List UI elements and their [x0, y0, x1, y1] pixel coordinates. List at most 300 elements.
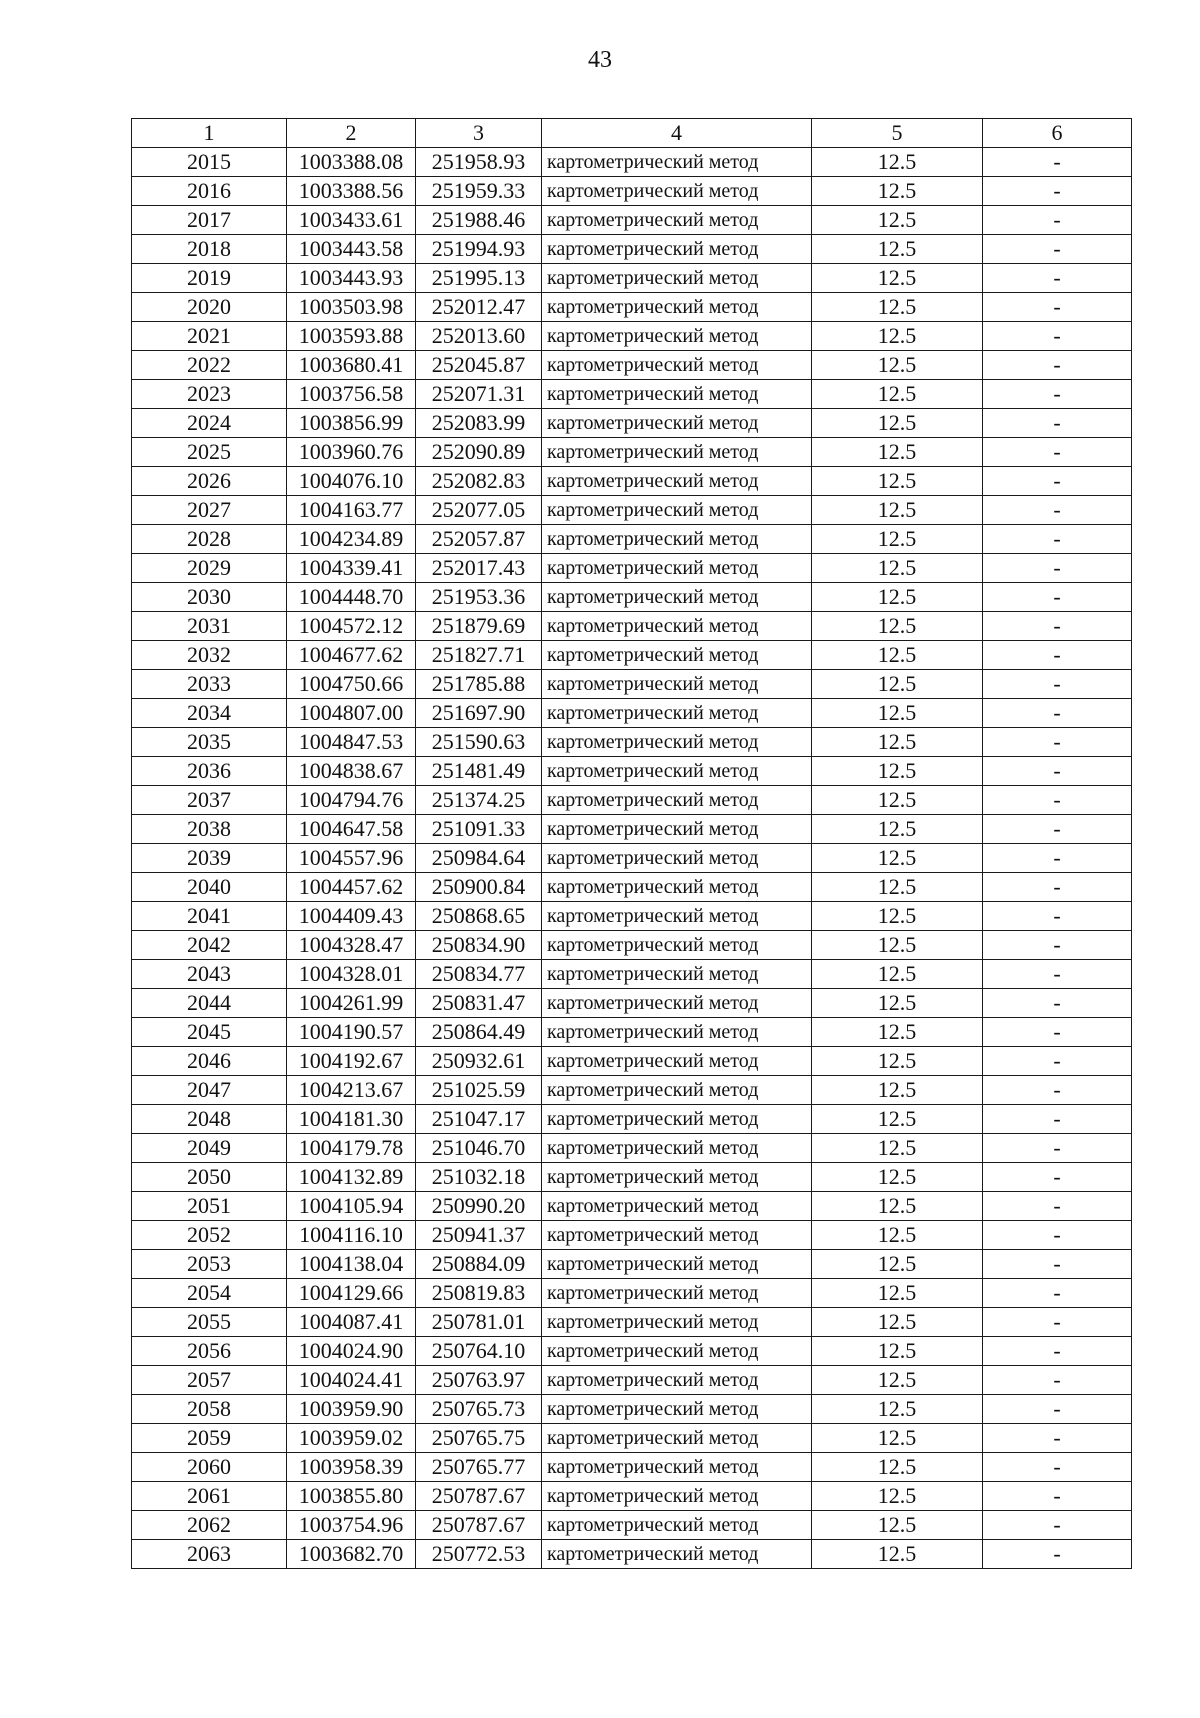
accuracy-cell: 12.5	[812, 1221, 983, 1250]
coordinates-table	[131, 118, 1132, 1569]
accuracy-cell: 12.5	[812, 670, 983, 699]
note-cell: -	[983, 1250, 1132, 1279]
note-cell: -	[983, 496, 1132, 525]
table-row	[132, 873, 1132, 902]
y-coordinate-cell: 250941.37	[416, 1221, 542, 1250]
point-number-cell: 2031	[132, 612, 287, 641]
method-cell: картометрический метод	[542, 583, 812, 612]
accuracy-cell: 12.5	[812, 931, 983, 960]
note-cell: -	[983, 699, 1132, 728]
y-coordinate-cell: 251959.33	[416, 177, 542, 206]
note-cell: -	[983, 293, 1132, 322]
method-cell: картометрический метод	[542, 1221, 812, 1250]
point-number-cell: 2018	[132, 235, 287, 264]
point-number-cell: 2022	[132, 351, 287, 380]
column-header: 4	[542, 119, 812, 148]
x-coordinate-cell: 1004750.66	[287, 670, 416, 699]
accuracy-cell: 12.5	[812, 815, 983, 844]
note-cell: -	[983, 1453, 1132, 1482]
table-row	[132, 699, 1132, 728]
accuracy-cell: 12.5	[812, 264, 983, 293]
table-row	[132, 786, 1132, 815]
note-cell: -	[983, 1221, 1132, 1250]
method-cell: картометрический метод	[542, 1337, 812, 1366]
method-cell: картометрический метод	[542, 148, 812, 177]
method-cell: картометрический метод	[542, 844, 812, 873]
note-cell: -	[983, 844, 1132, 873]
table-row	[132, 1308, 1132, 1337]
point-number-cell: 2049	[132, 1134, 287, 1163]
column-header: 5	[812, 119, 983, 148]
method-cell: картометрический метод	[542, 873, 812, 902]
accuracy-cell: 12.5	[812, 1250, 983, 1279]
note-cell: -	[983, 467, 1132, 496]
y-coordinate-cell: 251879.69	[416, 612, 542, 641]
point-number-cell: 2032	[132, 641, 287, 670]
accuracy-cell: 12.5	[812, 641, 983, 670]
method-cell: картометрический метод	[542, 1279, 812, 1308]
table-row	[132, 467, 1132, 496]
point-number-cell: 2033	[132, 670, 287, 699]
x-coordinate-cell: 1004572.12	[287, 612, 416, 641]
point-number-cell: 2016	[132, 177, 287, 206]
y-coordinate-cell: 251481.49	[416, 757, 542, 786]
method-cell: картометрический метод	[542, 931, 812, 960]
table-row	[132, 989, 1132, 1018]
method-cell: картометрический метод	[542, 1395, 812, 1424]
method-cell: картометрический метод	[542, 989, 812, 1018]
point-number-cell: 2025	[132, 438, 287, 467]
table-row	[132, 235, 1132, 264]
point-number-cell: 2062	[132, 1511, 287, 1540]
point-number-cell: 2041	[132, 902, 287, 931]
accuracy-cell: 12.5	[812, 525, 983, 554]
note-cell: -	[983, 728, 1132, 757]
table-row	[132, 1395, 1132, 1424]
x-coordinate-cell: 1003443.93	[287, 264, 416, 293]
point-number-cell: 2059	[132, 1424, 287, 1453]
table-row	[132, 293, 1132, 322]
point-number-cell: 2023	[132, 380, 287, 409]
table-row	[132, 438, 1132, 467]
point-number-cell: 2030	[132, 583, 287, 612]
note-cell: -	[983, 1308, 1132, 1337]
note-cell: -	[983, 873, 1132, 902]
table-row	[132, 1018, 1132, 1047]
note-cell: -	[983, 931, 1132, 960]
method-cell: картометрический метод	[542, 380, 812, 409]
y-coordinate-cell: 252082.83	[416, 467, 542, 496]
table-row	[132, 177, 1132, 206]
y-coordinate-cell: 251047.17	[416, 1105, 542, 1134]
y-coordinate-cell: 250834.77	[416, 960, 542, 989]
accuracy-cell: 12.5	[812, 844, 983, 873]
x-coordinate-cell: 1004677.62	[287, 641, 416, 670]
note-cell: -	[983, 1540, 1132, 1569]
accuracy-cell: 12.5	[812, 235, 983, 264]
table-row	[132, 1511, 1132, 1540]
table-row	[132, 1076, 1132, 1105]
note-cell: -	[983, 757, 1132, 786]
method-cell: картометрический метод	[542, 1511, 812, 1540]
note-cell: -	[983, 583, 1132, 612]
table-body	[132, 148, 1132, 1569]
y-coordinate-cell: 250831.47	[416, 989, 542, 1018]
method-cell: картометрический метод	[542, 264, 812, 293]
point-number-cell: 2058	[132, 1395, 287, 1424]
table-row	[132, 148, 1132, 177]
point-number-cell: 2038	[132, 815, 287, 844]
y-coordinate-cell: 252057.87	[416, 525, 542, 554]
y-coordinate-cell: 250900.84	[416, 873, 542, 902]
x-coordinate-cell: 1004163.77	[287, 496, 416, 525]
note-cell: -	[983, 148, 1132, 177]
method-cell: картометрический метод	[542, 1076, 812, 1105]
method-cell: картометрический метод	[542, 1366, 812, 1395]
y-coordinate-cell: 252077.05	[416, 496, 542, 525]
method-cell: картометрический метод	[542, 206, 812, 235]
accuracy-cell: 12.5	[812, 322, 983, 351]
method-cell: картометрический метод	[542, 1192, 812, 1221]
point-number-cell: 2057	[132, 1366, 287, 1395]
y-coordinate-cell: 251590.63	[416, 728, 542, 757]
table-row	[132, 757, 1132, 786]
x-coordinate-cell: 1004339.41	[287, 554, 416, 583]
point-number-cell: 2040	[132, 873, 287, 902]
method-cell: картометрический метод	[542, 728, 812, 757]
x-coordinate-cell: 1004794.76	[287, 786, 416, 815]
method-cell: картометрический метод	[542, 699, 812, 728]
point-number-cell: 2050	[132, 1163, 287, 1192]
x-coordinate-cell: 1004328.47	[287, 931, 416, 960]
y-coordinate-cell: 251025.59	[416, 1076, 542, 1105]
note-cell: -	[983, 1076, 1132, 1105]
point-number-cell: 2039	[132, 844, 287, 873]
note-cell: -	[983, 525, 1132, 554]
method-cell: картометрический метод	[542, 786, 812, 815]
table-row	[132, 641, 1132, 670]
y-coordinate-cell: 252012.47	[416, 293, 542, 322]
page-number: 43	[588, 47, 612, 73]
note-cell: -	[983, 1482, 1132, 1511]
table-row	[132, 1453, 1132, 1482]
point-number-cell: 2042	[132, 931, 287, 960]
point-number-cell: 2034	[132, 699, 287, 728]
accuracy-cell: 12.5	[812, 1337, 983, 1366]
method-cell: картометрический метод	[542, 1047, 812, 1076]
note-cell: -	[983, 1337, 1132, 1366]
method-cell: картометрический метод	[542, 177, 812, 206]
point-number-cell: 2043	[132, 960, 287, 989]
accuracy-cell: 12.5	[812, 960, 983, 989]
note-cell: -	[983, 1279, 1132, 1308]
table-row	[132, 1540, 1132, 1569]
y-coordinate-cell: 250763.97	[416, 1366, 542, 1395]
y-coordinate-cell: 250990.20	[416, 1192, 542, 1221]
y-coordinate-cell: 251091.33	[416, 815, 542, 844]
accuracy-cell: 12.5	[812, 1366, 983, 1395]
note-cell: -	[983, 177, 1132, 206]
y-coordinate-cell: 251785.88	[416, 670, 542, 699]
accuracy-cell: 12.5	[812, 1511, 983, 1540]
y-coordinate-cell: 250932.61	[416, 1047, 542, 1076]
accuracy-cell: 12.5	[812, 438, 983, 467]
table-row	[132, 1192, 1132, 1221]
note-cell: -	[983, 322, 1132, 351]
y-coordinate-cell: 250765.75	[416, 1424, 542, 1453]
point-number-cell: 2037	[132, 786, 287, 815]
note-cell: -	[983, 1424, 1132, 1453]
accuracy-cell: 12.5	[812, 148, 983, 177]
y-coordinate-cell: 251374.25	[416, 786, 542, 815]
table-row	[132, 1279, 1132, 1308]
table-row	[132, 670, 1132, 699]
y-coordinate-cell: 250868.65	[416, 902, 542, 931]
point-number-cell: 2063	[132, 1540, 287, 1569]
x-coordinate-cell: 1004457.62	[287, 873, 416, 902]
accuracy-cell: 12.5	[812, 1482, 983, 1511]
method-cell: картометрический метод	[542, 322, 812, 351]
method-cell: картометрический метод	[542, 1163, 812, 1192]
x-coordinate-cell: 1004847.53	[287, 728, 416, 757]
method-cell: картометрический метод	[542, 815, 812, 844]
x-coordinate-cell: 1004213.67	[287, 1076, 416, 1105]
point-number-cell: 2024	[132, 409, 287, 438]
note-cell: -	[983, 235, 1132, 264]
accuracy-cell: 12.5	[812, 293, 983, 322]
method-cell: картометрический метод	[542, 235, 812, 264]
x-coordinate-cell: 1004179.78	[287, 1134, 416, 1163]
point-number-cell: 2017	[132, 206, 287, 235]
accuracy-cell: 12.5	[812, 1192, 983, 1221]
method-cell: картометрический метод	[542, 496, 812, 525]
accuracy-cell: 12.5	[812, 1163, 983, 1192]
x-coordinate-cell: 1003443.58	[287, 235, 416, 264]
point-number-cell: 2026	[132, 467, 287, 496]
y-coordinate-cell: 250765.73	[416, 1395, 542, 1424]
note-cell: -	[983, 641, 1132, 670]
note-cell: -	[983, 786, 1132, 815]
x-coordinate-cell: 1004129.66	[287, 1279, 416, 1308]
x-coordinate-cell: 1003433.61	[287, 206, 416, 235]
x-coordinate-cell: 1003856.99	[287, 409, 416, 438]
accuracy-cell: 12.5	[812, 380, 983, 409]
y-coordinate-cell: 252083.99	[416, 409, 542, 438]
y-coordinate-cell: 251953.36	[416, 583, 542, 612]
x-coordinate-cell: 1004448.70	[287, 583, 416, 612]
x-coordinate-cell: 1004807.00	[287, 699, 416, 728]
method-cell: картометрический метод	[542, 960, 812, 989]
method-cell: картометрический метод	[542, 1018, 812, 1047]
x-coordinate-cell: 1004190.57	[287, 1018, 416, 1047]
method-cell: картометрический метод	[542, 1105, 812, 1134]
point-number-cell: 2051	[132, 1192, 287, 1221]
point-number-cell: 2045	[132, 1018, 287, 1047]
table-row	[132, 1482, 1132, 1511]
note-cell: -	[983, 1018, 1132, 1047]
accuracy-cell: 12.5	[812, 757, 983, 786]
accuracy-cell: 12.5	[812, 989, 983, 1018]
accuracy-cell: 12.5	[812, 1279, 983, 1308]
y-coordinate-cell: 250764.10	[416, 1337, 542, 1366]
accuracy-cell: 12.5	[812, 1076, 983, 1105]
note-cell: -	[983, 409, 1132, 438]
accuracy-cell: 12.5	[812, 1308, 983, 1337]
x-coordinate-cell: 1004181.30	[287, 1105, 416, 1134]
method-cell: картометрический метод	[542, 351, 812, 380]
note-cell: -	[983, 1105, 1132, 1134]
note-cell: -	[983, 438, 1132, 467]
x-coordinate-cell: 1004132.89	[287, 1163, 416, 1192]
method-cell: картометрический метод	[542, 641, 812, 670]
x-coordinate-cell: 1004087.41	[287, 1308, 416, 1337]
table-row	[132, 1105, 1132, 1134]
y-coordinate-cell: 252090.89	[416, 438, 542, 467]
accuracy-cell: 12.5	[812, 1540, 983, 1569]
point-number-cell: 2061	[132, 1482, 287, 1511]
note-cell: -	[983, 960, 1132, 989]
x-coordinate-cell: 1003503.98	[287, 293, 416, 322]
note-cell: -	[983, 1047, 1132, 1076]
x-coordinate-cell: 1003959.02	[287, 1424, 416, 1453]
y-coordinate-cell: 250787.67	[416, 1482, 542, 1511]
table-row	[132, 496, 1132, 525]
y-coordinate-cell: 251988.46	[416, 206, 542, 235]
y-coordinate-cell: 251697.90	[416, 699, 542, 728]
y-coordinate-cell: 250884.09	[416, 1250, 542, 1279]
point-number-cell: 2044	[132, 989, 287, 1018]
note-cell: -	[983, 1192, 1132, 1221]
x-coordinate-cell: 1004261.99	[287, 989, 416, 1018]
point-number-cell: 2052	[132, 1221, 287, 1250]
x-coordinate-cell: 1003756.58	[287, 380, 416, 409]
x-coordinate-cell: 1004024.90	[287, 1337, 416, 1366]
method-cell: картометрический метод	[542, 902, 812, 931]
method-cell: картометрический метод	[542, 612, 812, 641]
method-cell: картометрический метод	[542, 467, 812, 496]
x-coordinate-cell: 1004328.01	[287, 960, 416, 989]
x-coordinate-cell: 1004024.41	[287, 1366, 416, 1395]
x-coordinate-cell: 1004138.04	[287, 1250, 416, 1279]
point-number-cell: 2055	[132, 1308, 287, 1337]
accuracy-cell: 12.5	[812, 496, 983, 525]
table-row	[132, 351, 1132, 380]
table-row	[132, 525, 1132, 554]
table-row	[132, 1250, 1132, 1279]
column-header: 1	[132, 119, 287, 148]
table-row	[132, 902, 1132, 931]
accuracy-cell: 12.5	[812, 351, 983, 380]
y-coordinate-cell: 251995.13	[416, 264, 542, 293]
table-row	[132, 931, 1132, 960]
y-coordinate-cell: 250781.01	[416, 1308, 542, 1337]
y-coordinate-cell: 251827.71	[416, 641, 542, 670]
table-row	[132, 815, 1132, 844]
point-number-cell: 2047	[132, 1076, 287, 1105]
point-number-cell: 2046	[132, 1047, 287, 1076]
y-coordinate-cell: 252045.87	[416, 351, 542, 380]
accuracy-cell: 12.5	[812, 728, 983, 757]
y-coordinate-cell: 250819.83	[416, 1279, 542, 1308]
accuracy-cell: 12.5	[812, 467, 983, 496]
method-cell: картометрический метод	[542, 1540, 812, 1569]
point-number-cell: 2021	[132, 322, 287, 351]
table-row	[132, 583, 1132, 612]
note-cell: -	[983, 264, 1132, 293]
accuracy-cell: 12.5	[812, 177, 983, 206]
note-cell: -	[983, 612, 1132, 641]
note-cell: -	[983, 1134, 1132, 1163]
table-row	[132, 409, 1132, 438]
column-header: 3	[416, 119, 542, 148]
accuracy-cell: 12.5	[812, 583, 983, 612]
x-coordinate-cell: 1004838.67	[287, 757, 416, 786]
accuracy-cell: 12.5	[812, 612, 983, 641]
table-row	[132, 728, 1132, 757]
method-cell: картометрический метод	[542, 1482, 812, 1511]
accuracy-cell: 12.5	[812, 1453, 983, 1482]
note-cell: -	[983, 1366, 1132, 1395]
point-number-cell: 2056	[132, 1337, 287, 1366]
point-number-cell: 2015	[132, 148, 287, 177]
point-number-cell: 2035	[132, 728, 287, 757]
x-coordinate-cell: 1004557.96	[287, 844, 416, 873]
method-cell: картометрический метод	[542, 1134, 812, 1163]
x-coordinate-cell: 1003388.08	[287, 148, 416, 177]
y-coordinate-cell: 250772.53	[416, 1540, 542, 1569]
note-cell: -	[983, 1163, 1132, 1192]
y-coordinate-cell: 251032.18	[416, 1163, 542, 1192]
x-coordinate-cell: 1003960.76	[287, 438, 416, 467]
point-number-cell: 2053	[132, 1250, 287, 1279]
method-cell: картометрический метод	[542, 670, 812, 699]
method-cell: картометрический метод	[542, 438, 812, 467]
point-number-cell: 2020	[132, 293, 287, 322]
method-cell: картометрический метод	[542, 1250, 812, 1279]
accuracy-cell: 12.5	[812, 409, 983, 438]
note-cell: -	[983, 1511, 1132, 1540]
table-row	[132, 554, 1132, 583]
accuracy-cell: 12.5	[812, 1047, 983, 1076]
method-cell: картометрический метод	[542, 757, 812, 786]
x-coordinate-cell: 1004647.58	[287, 815, 416, 844]
note-cell: -	[983, 815, 1132, 844]
x-coordinate-cell: 1003855.80	[287, 1482, 416, 1511]
note-cell: -	[983, 1395, 1132, 1424]
table-row	[132, 206, 1132, 235]
note-cell: -	[983, 206, 1132, 235]
accuracy-cell: 12.5	[812, 1018, 983, 1047]
table-row	[132, 1366, 1132, 1395]
accuracy-cell: 12.5	[812, 206, 983, 235]
y-coordinate-cell: 250765.77	[416, 1453, 542, 1482]
accuracy-cell: 12.5	[812, 1134, 983, 1163]
x-coordinate-cell: 1004105.94	[287, 1192, 416, 1221]
column-header: 6	[983, 119, 1132, 148]
note-cell: -	[983, 380, 1132, 409]
method-cell: картометрический метод	[542, 293, 812, 322]
y-coordinate-cell: 250984.64	[416, 844, 542, 873]
table-row	[132, 844, 1132, 873]
accuracy-cell: 12.5	[812, 1105, 983, 1134]
table-row	[132, 1163, 1132, 1192]
x-coordinate-cell: 1003680.41	[287, 351, 416, 380]
y-coordinate-cell: 252013.60	[416, 322, 542, 351]
point-number-cell: 2029	[132, 554, 287, 583]
note-cell: -	[983, 989, 1132, 1018]
x-coordinate-cell: 1003682.70	[287, 1540, 416, 1569]
y-coordinate-cell: 250787.67	[416, 1511, 542, 1540]
